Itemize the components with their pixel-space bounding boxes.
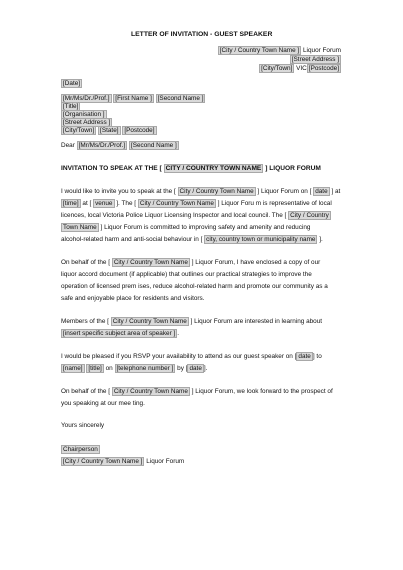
p5-line-1: On behalf of the [ City / Country Town Name ] Liquor Forum, we look forward to the prospect of (61, 388, 333, 395)
p2-city-field[interactable]: City / Country Town Name (113, 259, 188, 266)
closing-sincerely: Yours sincerely (61, 422, 105, 429)
closing-chair-line (61, 446, 100, 454)
recipient-first-name-field[interactable]: [First Name ] (115, 95, 152, 102)
p1-line-4: Town Name ] Liquor Forum is committed to improving safety and amenity and reducing (63, 224, 311, 231)
sender-postcode-field[interactable]: [Postcode] (308, 65, 339, 72)
salutation-honorific-field[interactable]: [Mr/Ms/Dr./Prof.] (78, 142, 126, 149)
p4-line-2: [name] [title] on [telephone number ] by [ date ]. (63, 365, 208, 372)
recipient-city-line (61, 127, 157, 135)
p3-line-2: [insert specific subject area of speaker ] . (63, 330, 180, 337)
p5-city-field[interactable]: City / Country Town Name (113, 388, 188, 395)
p4-telephone-field[interactable]: [telephone number ] (116, 365, 174, 372)
p3-subject-area-field[interactable]: [insert specific subject area of speaker ] (63, 330, 176, 337)
p5-line-2: you speaking at our mee ting. (61, 400, 145, 407)
p4-name-field[interactable]: [name] (63, 365, 83, 372)
p1-line-2: [time] at [ venue ]. The [ City / Country Town Name ] Liquor Foru m is representative of local (63, 200, 332, 207)
p4-date-field[interactable]: date (298, 353, 311, 360)
p4-title-field[interactable]: [title] (88, 365, 102, 372)
recipient-honorific-field[interactable]: [Mr/Ms/Dr./Prof.] (63, 95, 110, 102)
p1-line-5: alcohol-related harm and anti-social behaviour in [ city, country town or municipality name ]. (61, 236, 323, 243)
recipient-organisation-field[interactable]: [Organisation ] (63, 111, 105, 118)
p1-time-field[interactable]: [time] (63, 200, 79, 207)
p1-city-field-2[interactable]: City / Country Town Name (139, 200, 214, 207)
sender-line-1: [City / Country Town Name ] Liquor Forum (219, 47, 341, 54)
sender-street-field[interactable]: [Street Address ] (291, 56, 339, 63)
p1-line-3: licences, local Victoria Police Liquor Licensing Inspector and local council. The [ City / Country (61, 212, 329, 219)
p1-venue-field[interactable]: venue (95, 200, 113, 207)
p2-line-3: operation of licensed prem ises, reduce alcohol-related harm and promote our community as a (61, 283, 328, 290)
p1-date-field[interactable]: date (315, 188, 328, 195)
recipient-citytown-field[interactable]: [City/Town] (63, 127, 95, 134)
p3-city-field[interactable]: City / Country Town Name (112, 318, 187, 325)
recipient-second-name-field[interactable]: [Second Name ] (157, 95, 204, 102)
p4-line-1: I would be pleased if you RSVP your availability to attend as our guest speaker on [ date ] to (61, 353, 322, 360)
date-field[interactable]: [Date] (63, 80, 81, 87)
closing-city-field[interactable]: [City / Country Town Name ] (63, 458, 143, 465)
sender-citytown-field[interactable]: [City/Town] (261, 65, 293, 72)
closing-forum-line: [City / Country Town Name ] Liquor Forum (63, 458, 185, 465)
sender-line-2 (290, 56, 341, 64)
subject-line: INVITATION TO SPEAK AT THE [ CITY / COUNTRY TOWN NAME ] LIQUOR FORUM (61, 165, 321, 172)
subject-city-field[interactable]: CITY / COUNTRY TOWN NAME (165, 165, 262, 172)
recipient-title-field[interactable]: [Title] (63, 103, 79, 110)
sender-line-3: [City/Town] VIC [Postcode] (261, 65, 339, 72)
p2-line-4: safe and enjoyable place for residents and visitors. (61, 295, 205, 302)
p3-line-1: Members of the [ City / Country Town Name ] Liquor Forum are interested in learning about (61, 318, 323, 325)
p1-municipality-field[interactable]: city, country town or municipality name (206, 236, 316, 243)
p4-date-field-2[interactable]: date (189, 365, 202, 372)
letter-title: LETTER OF INVITATION - GUEST SPEAKER (131, 31, 273, 38)
p2-line-1: On behalf of the [ City / Country Town Name ] Liquor Forum, I have enclosed a copy of our (61, 259, 321, 266)
recipient-postcode-field[interactable]: [Postcode] (124, 127, 155, 134)
p1-city-field-3a[interactable]: City / Country (290, 212, 329, 219)
sender-city-field[interactable]: [City / Country Town Name ] (219, 47, 300, 54)
recipient-name-line (61, 95, 205, 103)
chairperson-field[interactable]: Chairperson (63, 446, 98, 453)
recipient-street-field[interactable]: [Street Address ] (63, 119, 111, 126)
salutation-second-name-field[interactable]: [Second Name ] (130, 142, 177, 149)
salutation-line: Dear [Mr/Ms/Dr./Prof.] [Second Name ] (61, 142, 177, 149)
recipient-state-field[interactable]: [State] (100, 127, 119, 134)
date-line (61, 80, 82, 88)
p2-line-2: liquor accord document (if applicable) that outlines our practical strategies to improve the (61, 271, 312, 278)
p1-city-field[interactable]: City / Country Town Name (179, 188, 254, 195)
p1-city-field-3b[interactable]: Town Name (63, 224, 97, 231)
p1-line-1: I would like to invite you to speak at the [ City / Country Town Name ] Liquor Forum on [ date ] at (61, 188, 341, 195)
